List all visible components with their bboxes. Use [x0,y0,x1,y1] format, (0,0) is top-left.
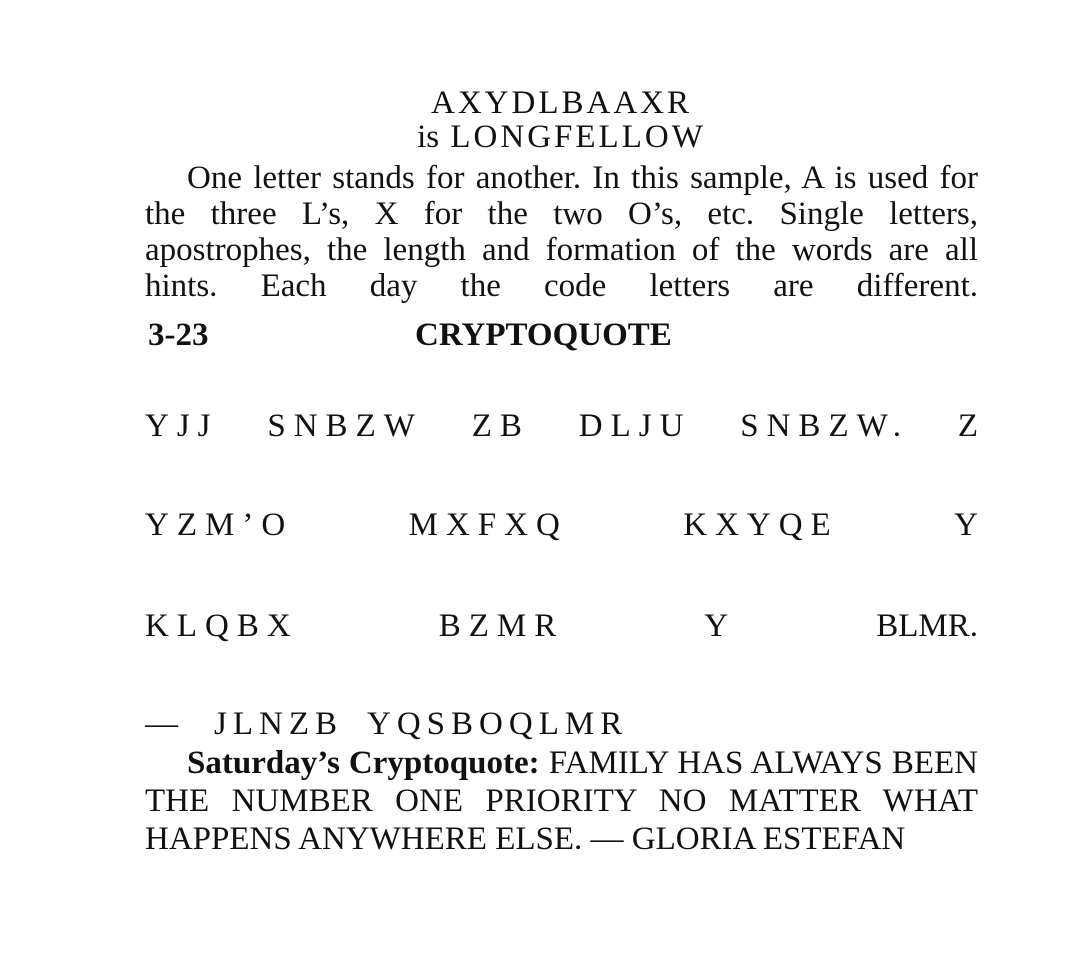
previous-answer-text: FAMILY HAS ALWAYS BEEN THE NUMBER ONE PRIORITY NO MATTER WHAT HAPPENS ANYWHERE ELSE. — GLORIA ESTEFAN [145,745,978,857]
cipher-line-2 [145,505,978,545]
previous-answer-label: Saturday’s Cryptoquote: [187,745,540,781]
cipher-author-word: YQSBOQLMR [367,706,629,742]
cipher-word: DLJU [578,408,692,444]
previous-answer [145,744,978,858]
cipher-author-word: JLNZB [214,706,343,742]
cipher-word: SNBZW [267,408,423,444]
cipher-word: Y [954,507,978,543]
sample-answer-line [145,118,978,156]
cipher-word: Z [957,408,978,444]
cipher-author-line [145,704,628,744]
cipher-word: YJJ [145,408,219,444]
cryptoquote-column [145,0,978,966]
cipher-line-3 [145,606,978,646]
author-dash: — [145,706,178,742]
cipher-word: Y [704,608,737,644]
cipher-word: KXYQE [683,507,839,543]
cipher-word: YZM’O [145,507,294,543]
cipher-word: SNBZW. [740,408,909,444]
puzzle-title: CRYPTOQUOTE [415,317,672,353]
cipher-word: ZB [471,408,530,444]
cipher-word: BLMR. [876,608,978,644]
sample-is-word: is [417,119,440,155]
cipher-word: KLQBX [145,608,299,644]
puzzle-number: 3-23 [148,317,209,353]
sample-answer: LONGFELLOW [450,119,706,155]
instructions-text: One letter stands for another. In this sample, A is used for the three L’s, X for the two O’s, etc. Single letters, apostrophes, the length and formation of the words are all hints. Each day the code letters are different. [145,160,978,304]
cipher-word: BZMR [438,608,565,644]
cipher-word: MXFXQ [408,507,568,543]
cipher-line-1 [145,406,978,446]
sample-code: AXYDLBAAXR [431,85,692,121]
